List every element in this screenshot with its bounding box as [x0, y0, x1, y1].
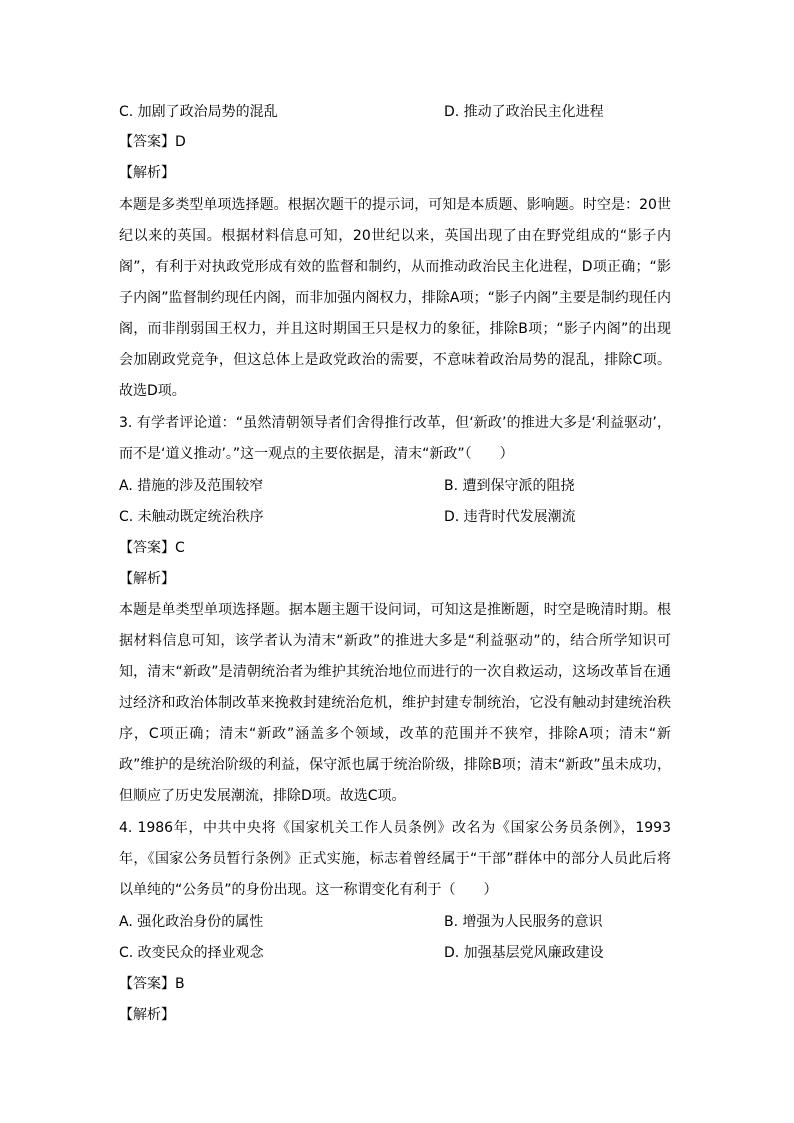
q3-analysis: 本题是单类型单项选择题。据本题主题干设问词，可知这是推断题，时空是晚清时期。根据材料信息可知，该学者认为清末“新政”的推进大多是“利益驱动”的，结合所学知识可知，清末“新政”是清朝统治者为维护其统治地位而进行的一次自救运动，这场改革旨在通过经济和政治体制改革来挽救封建统治危机，维护封建专制统治，它没有触动封建统治秩序，C项正确；清末“新政”涵盖多个领域，改革的范围并不狭窄，排除A项；清末“新政”维护的是统治阶级的利益，保守派也属于统治阶级，排除B项；清末“新政”虽未成功，但顺应了历史发展潮流，排除D项。故选C项。: [119, 602, 671, 804]
q4-option-d: D. 加强基层党风廉政建设: [444, 945, 604, 961]
q4-answer: 【答案】B: [119, 976, 185, 992]
q3-option-d: D. 违背时代发展潮流: [444, 509, 576, 525]
q3-option-a: A. 措施的涉及范围较窄: [119, 478, 264, 494]
q4-analysis-label: 【解析】: [119, 1007, 175, 1023]
q4-option-b: B. 增强为人民服务的意识: [444, 914, 603, 930]
q4-stem: 4. 1986年，中共中央将《国家机关工作人员条例》改名为《国家公务员条例》，1993年，《国家公务员暂行条例》正式实施，标志着曾经属于“干部”群体中的部分人员此后将以单纯的“公务员”的身份出现。这一称谓变化有利于（ ）: [119, 820, 671, 898]
q3-stem: 3. 有学者评论道：“虽然清朝领导者们舍得推行改革，但‘新政’的推进大多是‘利益驱动’，而不是‘道义推动’。”这一观点的主要依据是，清末“新政”（ ）: [119, 415, 671, 462]
q3-analysis-label: 【解析】: [119, 571, 175, 587]
q2-analysis: 本题是多类型单项选择题。根据次题干的提示词，可知是本质题、影响题。时空是：20世纪以来的英国。根据材料信息可知，20世纪以来，英国出现了由在野党组成的“影子内阁”，有利于对执政党形成有效的监督和制约，从而推动政治民主化进程，D项正确；“影子内阁”监督制约现任内阁，而非加强内阁权力，排除A项；“影子内阁”主要是制约现任内阁，而非削弱国王权力，并且这时期国王只是权力的象征，排除B项；“影子内阁”的出现会加剧政党竞争，但这总体上是政党政治的需要，不意味着政治局势的混乱，排除C项。故选D项。: [119, 197, 671, 399]
q4-option-a: A. 强化政治身份的属性: [119, 914, 264, 930]
q2-answer: 【答案】D: [119, 134, 186, 150]
q3-answer: 【答案】C: [119, 540, 185, 556]
q2-option-d: D. 推动了政治民主化进程: [444, 104, 604, 120]
q3-option-b: B. 遭到保守派的阻挠: [444, 478, 575, 494]
q2-analysis-label: 【解析】: [119, 165, 175, 181]
q4-option-c: C. 改变民众的择业观念: [119, 945, 264, 961]
q2-option-c: C. 加剧了政治局势的混乱: [119, 104, 278, 120]
q3-option-c: C. 未触动既定统治秩序: [119, 509, 264, 525]
